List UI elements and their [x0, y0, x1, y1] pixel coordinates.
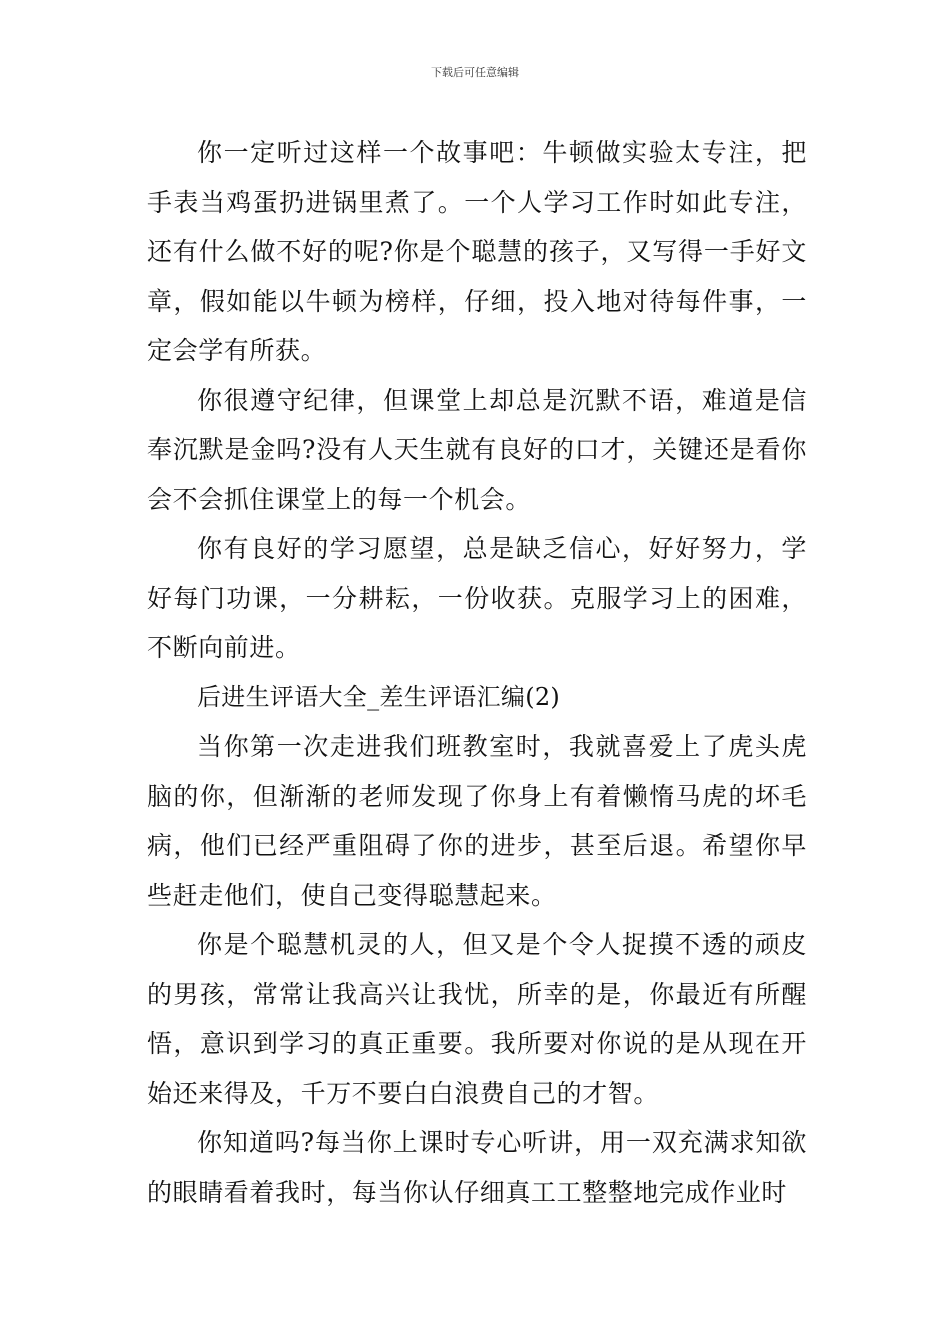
- paragraph: 你知道吗?每当你上课时专心听讲，用一双充满求知欲的眼睛看着我时，每当你认仔细真工工整整地完成作业时: [147, 1128, 807, 1207]
- page-header-note: 下载后可任意编辑: [431, 66, 519, 79]
- paragraph: 你是个聪慧机灵的人，但又是个令人捉摸不透的顽皮的男孩，常常让我高兴让我忧，所幸的是，你最近有所醒悟，意识到学习的真正重要。我所要对你说的是从现在开始还来得及，千万不要白白浪费自己的才智。: [147, 930, 807, 1108]
- paragraph: 你很遵守纪律，但课堂上却总是沉默不语，难道是信奉沉默是金吗?没有人天生就有良好的口才，关键还是看你会不会抓住课堂上的每一个机会。: [147, 385, 807, 514]
- section-heading: 后进生评语大全_差生评语汇编(2): [197, 682, 561, 711]
- document-body: [147, 128, 807, 1217]
- paragraph: 你一定听过这样一个故事吧：牛顿做实验太专注，把手表当鸡蛋扔进锅里煮了。一个人学习工作时如此专注，还有什么做不好的呢?你是个聪慧的孩子，又写得一手好文章，假如能以牛顿为榜样，仔细，投入地对待每件事，一定会学有所获。: [147, 138, 807, 365]
- paragraph: 你有良好的学习愿望，总是缺乏信心，好好努力，学好每门功课，一分耕耘，一份收获。克服学习上的困难，不断向前进。: [147, 534, 807, 662]
- paragraph: 当你第一次走进我们班教室时，我就喜爱上了虎头虎脑的你，但渐渐的老师发现了你身上有着懒惰马虎的坏毛病，他们已经严重阻碍了你的进步，甚至后退。希望你早些赶走他们，使自己变得聪慧起来。: [147, 732, 807, 910]
